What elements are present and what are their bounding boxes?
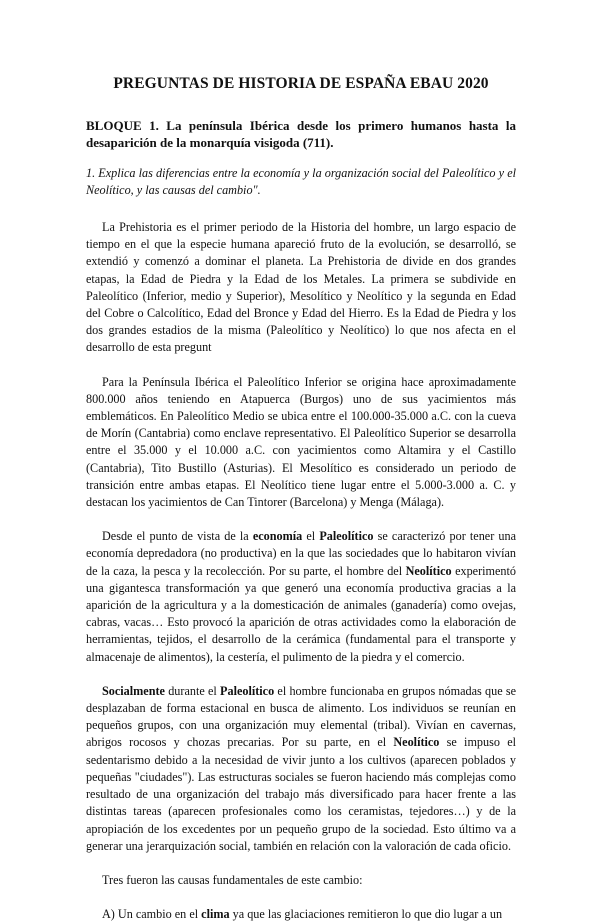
bloque-heading: BLOQUE 1. La península Ibérica desde los primero humanos hasta la desaparición de la monarquía visigoda (711).	[86, 118, 516, 150]
text-run: el hombre funcionaba en grupos nómadas que se desplazaban de forma estacional en busca de alimento. Los individuos se reunían en pequeños grupos, con una organización muy elemental (tribal). Vivían en cavernas, abrigos rocosos y chozas precarias. Por su parte, en el	[86, 683, 517, 750]
bold-term: Paleolítico	[319, 529, 374, 544]
text-run: A) Un cambio en el	[102, 907, 202, 922]
paragraph-socialmente	[86, 683, 516, 855]
text-run: el	[302, 529, 320, 544]
question-text: 1. Explica las diferencias entre la economía y la organización social del Paleolítico y el Neolítico, y las causas del cambio".	[86, 166, 516, 197]
document-title: PREGUNTAS DE HISTORIA DE ESPAÑA EBAU 2020	[113, 75, 489, 92]
bold-term: Socialmente	[102, 683, 165, 698]
text-run: se caracterizó por tener una economía depredadora (no productiva) en la que las sociedades que lo habitaron vivían de la caza, la pesca y la recolección. Por su parte, el hombre del	[86, 529, 517, 578]
bold-term: clima	[201, 907, 230, 922]
paragraph-economia	[86, 528, 516, 666]
bold-term: Neolítico	[405, 563, 452, 578]
text-run: se impuso el sedentarismo debido a la necesidad de vivir junto a los cultivos (aparecen poblados y pequeñas "ciudades"). Las estructuras sociales se fueron haciendo más complejas como resultado de una organización del trabajo más diversificado para hacer frente a las distintas tareas (aparecen profesionales como los ceramistas, tejedores…) y de la apropiación de los excedentes por un pequeño grupo de la sociedad. Esto último va a generar una jerarquización social, también en relación con la valoración de cada oficio.	[86, 735, 516, 853]
paragraph-prehistoria: La Prehistoria es el primer periodo de la Historia del hombre, un largo espacio de tiempo en el que la especie humana apareció fruto de la evolución, se desarrolló, se extendió y comenzó a dominar el planeta. La Prehistoria de divide en dos grandes etapas, la Edad de Piedra y la Edad de los Metales. La primera se subdivide en Paleolítico (Inferior, medio y Superior), Mesolítico y Neolítico y la segunda en Edad del Cobre o Calcolítico, Edad del Bronce y Edad del Hierro. Es la Edad de Piedra y los dos grandes estadios de la misma (Paleolítico y Neolítico) lo que nos afecta en el desarrollo de esta pregunt	[86, 220, 516, 355]
text-run: ya que las glaciaciones remitieron lo que dio lugar a un	[229, 907, 503, 922]
bold-term: Paleolítico	[220, 683, 275, 698]
paragraph-peninsula: Para la Península Ibérica el Paleolítico Inferior se origina hace aproximadamente 800.000 años teniendo en Atapuerca (Burgos) uno de sus yacimientos más emblemáticos. En Paleolítico Medio se ubica entre el 100.000-35.000 a.C. con la cueva de Morín (Cantabria) como enclave representativo. El Paleolítico Superior se desarrolla entre el 35.000 y el 10.000 a.C. con yacimientos como Altamira y el Castillo (Cantabria), Tito Bustillo (Asturias). El Mesolítico es considerado un periodo de transición entre ambas etapas. El Neolítico tiene lugar entre el 5.000-3.000 a. C. y destacan los yacimientos de Can Tintorer (Barcelona) y Menga (Málaga).	[86, 374, 516, 510]
text-run: durante el	[164, 683, 221, 698]
bold-term: Neolítico	[393, 735, 440, 750]
paragraph-causa-a	[86, 906, 516, 923]
text-run: Desde el punto de vista de la	[102, 529, 253, 544]
bold-term: economía	[252, 529, 303, 544]
text-run: experimentó una gigantesca transformación ya que generó una economía productiva gracias a la aparición de la agricultura y a la domesticación de animales (ganadería) como ovejas, cabras, vacas… Esto provocó la aparición de otras actividades como la elaboración de herramientas, tejidos, el desarrollo de la cerámica (fundamental para el transporte y almacenaje de alimentos), la cestería, el pulimento de la piedra y el comercio.	[86, 563, 516, 664]
paragraph-causas: Tres fueron las causas fundamentales de este cambio:	[102, 872, 363, 887]
